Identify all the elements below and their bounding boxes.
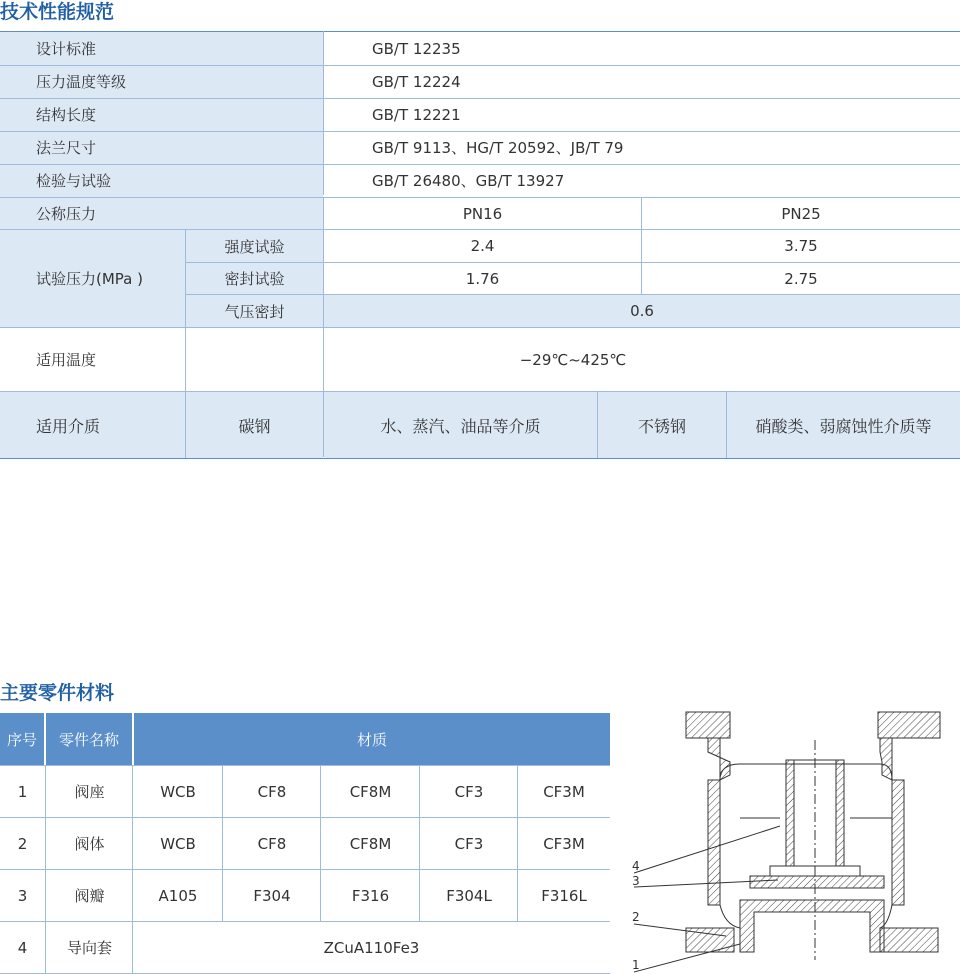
- parts-row-material: CF8: [257, 834, 287, 853]
- parts-row-material: F304L: [446, 886, 492, 905]
- parts-header-name: 零件名称: [46, 713, 132, 765]
- spec-label-media: 适用介质: [0, 392, 185, 458]
- spec-value-inspection: GB/T 26480、GB/T 13927: [372, 172, 565, 190]
- spec-value-temp: −29℃~425℃: [519, 350, 627, 369]
- spec-label-flange: 法兰尺寸: [0, 131, 323, 164]
- spec-value-pn16: PN16: [462, 204, 503, 223]
- drawing-label: 3: [632, 874, 640, 888]
- spec-label-seal: 密封试验: [186, 262, 323, 295]
- drawing-label: 4: [632, 859, 640, 873]
- spec-media-stainless-value: 硝酸类、弱腐蚀性介质等: [727, 392, 960, 458]
- parts-row-material: WCB: [160, 834, 196, 853]
- spec-label-pressure-temp: 压力温度等级: [0, 65, 323, 98]
- spec-label-length: 结构长度: [0, 98, 323, 131]
- parts-row-name: 阀座: [74, 783, 105, 801]
- spec-value-seal-pn25: 2.75: [784, 269, 818, 288]
- spec-media-carbon: 碳钢: [186, 392, 323, 458]
- spec-label-inspection: 检验与试验: [0, 164, 323, 197]
- parts-row-no: 2: [17, 834, 28, 853]
- parts-row-name: 导向套: [66, 939, 112, 957]
- parts-header-no: 序号: [0, 713, 44, 765]
- valve-cross-section-drawing: [630, 700, 950, 974]
- parts-row-material: CF3M: [543, 782, 585, 801]
- parts-row-no: 4: [17, 938, 28, 957]
- parts-header-material: 材质: [134, 713, 610, 765]
- spec-value-strength-pn25: 3.75: [784, 237, 818, 255]
- parts-row-material: A105: [158, 886, 198, 905]
- spec-value-design: GB/T 12235: [372, 39, 461, 58]
- parts-row-material: CF3M: [543, 834, 585, 853]
- parts-row-material: CF8M: [349, 782, 392, 801]
- spec-label-test: 试验压力(MPa ): [0, 230, 185, 327]
- spec-media-stainless: 不锈钢: [598, 392, 726, 458]
- parts-row-material: CF3: [454, 834, 484, 853]
- spec-title: 技术性能规范: [0, 1, 115, 23]
- spec-label-temp: 适用温度: [36, 351, 97, 369]
- parts-row-no: 1: [17, 782, 28, 801]
- parts-row-material: CF3: [454, 782, 484, 801]
- drawing-label: 1: [632, 958, 640, 972]
- spec-label-nominal: 公称压力: [0, 197, 323, 230]
- spec-label-strength: 强度试验: [186, 230, 323, 262]
- spec-value-strength-pn16: 2.4: [470, 237, 495, 255]
- parts-row-material: F304: [253, 886, 291, 905]
- spec-label-air: 气压密封: [186, 295, 323, 327]
- parts-row-material: ZCuA110Fe3: [323, 938, 420, 957]
- parts-row-name: 阀体: [74, 835, 105, 853]
- parts-row-name: 阀瓣: [74, 887, 105, 905]
- spec-media-carbon-value: 水、蒸汽、油品等介质: [324, 392, 597, 458]
- drawing-label: 2: [632, 910, 640, 924]
- spec-value-flange: GB/T 9113、HG/T 20592、JB/T 79: [372, 139, 624, 157]
- parts-row-no: 3: [17, 886, 28, 905]
- parts-row-material: CF8M: [349, 834, 392, 853]
- parts-row-material: WCB: [160, 782, 196, 801]
- spec-value-length: GB/T 12221: [372, 105, 461, 124]
- parts-row-material: CF8: [257, 782, 287, 801]
- spec-label-design: 设计标准: [0, 32, 323, 65]
- spec-value-pressure-temp: GB/T 12224: [372, 72, 461, 91]
- spec-value-pn25: PN25: [781, 204, 821, 223]
- parts-row-material: F316: [351, 886, 390, 905]
- spec-value-air: 0.6: [324, 295, 960, 327]
- spec-value-seal-pn16: 1.76: [465, 269, 500, 288]
- parts-title: 主要零件材料: [0, 682, 115, 704]
- parts-row-material: F316L: [541, 886, 587, 905]
